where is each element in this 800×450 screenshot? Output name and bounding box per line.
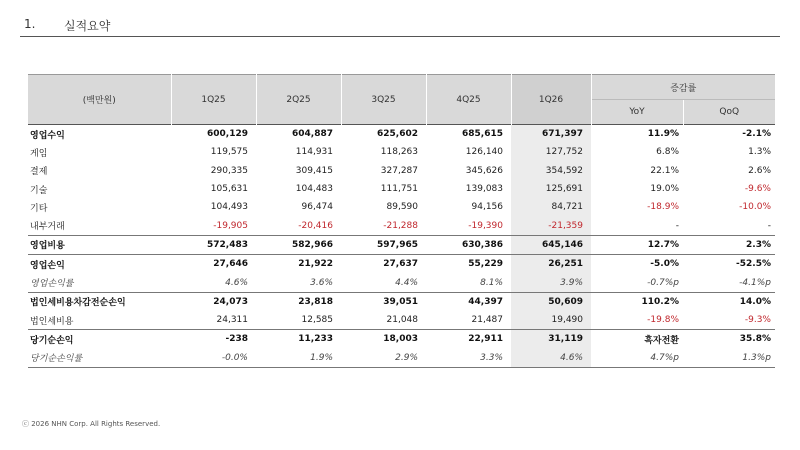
cell-4q25: 94,156 [471, 202, 503, 213]
cell-1q26: 26,251 [511, 255, 591, 274]
row-label: 기타 [30, 203, 48, 214]
cell-2q25: 114,931 [295, 147, 333, 158]
cell-2q25: 1.9% [256, 349, 341, 368]
cell-4q25: 22,911 [426, 330, 511, 349]
cell-2q25: 96,474 [301, 202, 333, 213]
col-header-4q25: 4Q25 [426, 75, 511, 125]
change-group-header: 증감률 [591, 75, 775, 100]
cell-1q25: 290,335 [210, 165, 248, 176]
cell-qoq: 2.3% [683, 235, 775, 254]
col-header-yoy: YoY [591, 100, 683, 125]
cell-4q25: 685,615 [462, 129, 503, 140]
cell-qoq: - [767, 220, 771, 231]
results-summary-table [28, 74, 775, 368]
cell-1q26: 354,592 [511, 162, 591, 180]
cell-yoy: 11.9% [647, 129, 679, 140]
cell-yoy: -18.9% [647, 202, 679, 213]
table-row-payment [28, 162, 775, 180]
section-header [20, 14, 780, 37]
table-row-operating-margin [28, 273, 775, 292]
cell-yoy: -19.8% [647, 315, 679, 326]
row-label: 법인세비용 [30, 316, 74, 327]
table-row-pretax-income [28, 292, 775, 311]
cell-2q25: 11,233 [256, 330, 341, 349]
cell-3q25: 18,003 [341, 330, 426, 349]
cell-3q25: 89,590 [386, 202, 418, 213]
cell-1q26: 4.6% [511, 349, 591, 368]
cell-3q25: 39,051 [341, 292, 426, 311]
row-label: 법인세비용차감전순손익 [28, 292, 171, 311]
cell-4q25: 345,626 [465, 165, 503, 176]
table-row-income-tax [28, 311, 775, 330]
cell-1q26: 127,752 [511, 143, 591, 161]
unit-header: (백만원) [28, 75, 171, 125]
cell-qoq: 35.8% [683, 330, 775, 349]
col-header-1q26: 1Q26 [511, 75, 591, 125]
cell-3q25: 327,287 [380, 165, 418, 176]
cell-4q25: 55,229 [426, 255, 511, 274]
cell-2q25: 12,585 [301, 315, 333, 326]
cell-1q26: 671,397 [511, 125, 591, 144]
cell-2q25: -20,416 [298, 220, 333, 231]
cell-2q25: 604,887 [292, 129, 333, 140]
cell-4q25: 630,386 [426, 235, 511, 254]
cell-2q25: 104,483 [295, 184, 333, 195]
cell-qoq: 2.6% [748, 165, 771, 176]
cell-1q26: 125,691 [511, 180, 591, 198]
cell-1q26: 3.9% [511, 273, 591, 292]
cell-3q25: 625,602 [377, 129, 418, 140]
cell-4q25: 126,140 [465, 147, 503, 158]
cell-4q25: 21,487 [471, 315, 503, 326]
cell-qoq: -4.1%p [739, 277, 771, 288]
cell-1q25: 119,575 [210, 147, 248, 158]
table-row-internal-transactions [28, 216, 775, 235]
table-row-games [28, 143, 775, 161]
row-label: 영업비용 [28, 235, 171, 254]
cell-qoq: -10.0% [739, 202, 771, 213]
cell-1q26: 84,721 [511, 198, 591, 216]
row-label: 게임 [30, 148, 48, 159]
cell-2q25: 21,922 [256, 255, 341, 274]
cell-4q25: 3.3% [426, 349, 511, 368]
cell-2q25: 23,818 [256, 292, 341, 311]
col-header-3q25: 3Q25 [341, 75, 426, 125]
cell-3q25: 21,048 [386, 315, 418, 326]
cell-yoy: 6.8% [656, 147, 679, 158]
row-label: 결제 [30, 167, 48, 178]
cell-qoq: -52.5% [683, 255, 775, 274]
row-label: 영업손익률 [30, 279, 74, 290]
cell-1q25: 27,646 [171, 255, 256, 274]
row-label: 기술 [30, 185, 48, 196]
cell-yoy: 흑자전환 [591, 330, 683, 349]
cell-4q25: 8.1% [480, 277, 503, 288]
cell-1q25: 105,631 [210, 184, 248, 195]
col-header-1q25: 1Q25 [171, 75, 256, 125]
cell-qoq: 1.3% [748, 147, 771, 158]
cell-3q25: 4.4% [395, 277, 418, 288]
cell-1q25: 4.6% [225, 277, 248, 288]
cell-2q25: 3.6% [310, 277, 333, 288]
cell-qoq: -9.3% [744, 315, 771, 326]
section-number: 1. [24, 17, 36, 31]
cell-qoq: -9.6% [744, 184, 771, 195]
cell-1q26: 31,119 [511, 330, 591, 349]
row-label: 당기순손익 [28, 330, 171, 349]
cell-2q25: 309,415 [295, 165, 333, 176]
cell-yoy: 4.7%p [591, 349, 683, 368]
cell-1q25: -0.0% [171, 349, 256, 368]
cell-1q25: 600,129 [207, 129, 248, 140]
row-label: 영업수익 [30, 130, 65, 141]
table-row-operating-profit [28, 255, 775, 274]
table-row-operating-expenses [28, 235, 775, 254]
cell-1q26: -21,359 [511, 216, 591, 235]
table-row-net-income [28, 330, 775, 349]
cell-yoy: -5.0% [591, 255, 683, 274]
cell-yoy: 110.2% [591, 292, 683, 311]
copyright-footer: ⓒ 2026 NHN Corp. All Rights Reserved. [22, 420, 161, 428]
cell-yoy: 12.7% [591, 235, 683, 254]
cell-yoy: 19.0% [650, 184, 679, 195]
cell-1q25: -238 [171, 330, 256, 349]
cell-3q25: -21,288 [383, 220, 418, 231]
cell-2q25: 582,966 [256, 235, 341, 254]
col-header-2q25: 2Q25 [256, 75, 341, 125]
cell-3q25: 27,637 [341, 255, 426, 274]
table-row-technology [28, 180, 775, 198]
row-label: 내부거래 [30, 222, 65, 233]
row-label: 당기순손익률 [28, 349, 171, 368]
table-row-other [28, 198, 775, 216]
cell-3q25: 2.9% [341, 349, 426, 368]
cell-4q25: -19,390 [468, 220, 503, 231]
cell-1q25: 24,073 [171, 292, 256, 311]
cell-qoq: 14.0% [683, 292, 775, 311]
cell-yoy: 22.1% [650, 165, 679, 176]
row-label: 영업손익 [28, 255, 171, 274]
cell-4q25: 44,397 [426, 292, 511, 311]
cell-3q25: 111,751 [380, 184, 418, 195]
cell-3q25: 597,965 [341, 235, 426, 254]
cell-yoy: -0.7%p [647, 277, 679, 288]
cell-qoq: -2.1% [742, 129, 771, 140]
cell-qoq: 1.3%p [683, 349, 775, 368]
table-row-operating-revenue [28, 125, 775, 144]
cell-1q25: 104,493 [210, 202, 248, 213]
cell-1q25: 24,311 [216, 315, 248, 326]
cell-3q25: 118,263 [380, 147, 418, 158]
cell-1q25: 572,483 [171, 235, 256, 254]
cell-yoy: - [675, 220, 679, 231]
cell-1q26: 50,609 [511, 292, 591, 311]
col-header-qoq: QoQ [683, 100, 775, 125]
cell-1q25: -19,905 [213, 220, 248, 231]
section-title: 실적요약 [64, 19, 111, 33]
cell-1q26: 645,146 [511, 235, 591, 254]
table-row-net-margin [28, 349, 775, 368]
cell-1q26: 19,490 [511, 311, 591, 330]
cell-4q25: 139,083 [465, 184, 503, 195]
